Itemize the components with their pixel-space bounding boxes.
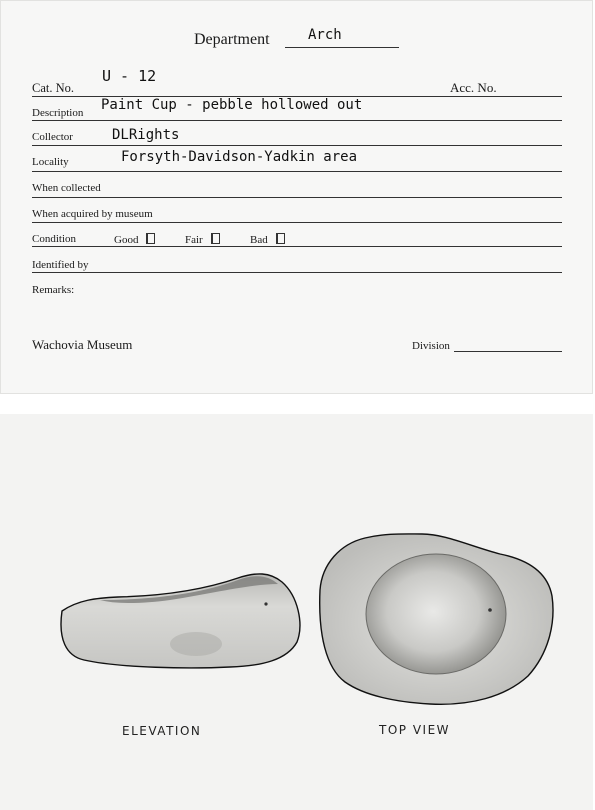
cat-no-label: Cat. No. bbox=[32, 81, 75, 95]
condition-bad bbox=[250, 233, 285, 246]
condition-fair bbox=[185, 233, 220, 246]
elevation-label: ELEVATION bbox=[122, 724, 202, 738]
department-label: Department bbox=[194, 31, 270, 48]
condition-bad-label: Bad bbox=[250, 234, 268, 246]
acc-no-label: Acc. No. bbox=[450, 80, 497, 95]
description-line bbox=[32, 120, 562, 121]
collector-label: Collector bbox=[32, 131, 73, 143]
condition-line bbox=[32, 246, 562, 247]
museum-name: Wachovia Museum bbox=[32, 337, 133, 352]
condition-good-label: Good bbox=[114, 234, 139, 246]
drawing-sheet bbox=[0, 414, 593, 810]
condition-label: Condition bbox=[32, 233, 77, 245]
when-collected-line bbox=[32, 197, 562, 198]
department-line bbox=[285, 47, 399, 48]
condition-fair-label: Fair bbox=[185, 234, 203, 246]
division-line bbox=[454, 351, 562, 352]
collector-value: DLRights bbox=[112, 127, 180, 143]
division-label: Division bbox=[412, 340, 450, 352]
elevation-drawing bbox=[0, 414, 593, 810]
description-value: Paint Cup - pebble hollowed out bbox=[101, 97, 363, 113]
when-acquired-line bbox=[32, 222, 562, 223]
collector-line bbox=[32, 145, 562, 146]
remarks-label: Remarks: bbox=[32, 284, 75, 296]
locality-line bbox=[32, 171, 562, 172]
department-value: Arch bbox=[308, 27, 342, 43]
condition-good-checkbox bbox=[146, 233, 155, 244]
when-collected-label: When collected bbox=[32, 182, 101, 194]
when-acquired-label: When acquired by museum bbox=[32, 208, 153, 220]
locality-label: Locality bbox=[32, 156, 69, 168]
identified-by-label: Identified by bbox=[32, 259, 89, 271]
identified-by-line bbox=[32, 272, 562, 273]
cat-no-value: U - 12 bbox=[102, 67, 157, 85]
condition-fair-checkbox bbox=[211, 233, 220, 244]
top-view-label: TOP VIEW bbox=[379, 723, 451, 737]
catalog-card bbox=[0, 0, 593, 394]
top-view-bowl bbox=[366, 554, 506, 674]
description-label: Description bbox=[32, 107, 84, 119]
condition-bad-checkbox bbox=[276, 233, 285, 244]
locality-value: Forsyth-Davidson-Yadkin area bbox=[121, 149, 358, 165]
condition-good bbox=[114, 233, 155, 246]
elevation-outline bbox=[61, 574, 300, 668]
